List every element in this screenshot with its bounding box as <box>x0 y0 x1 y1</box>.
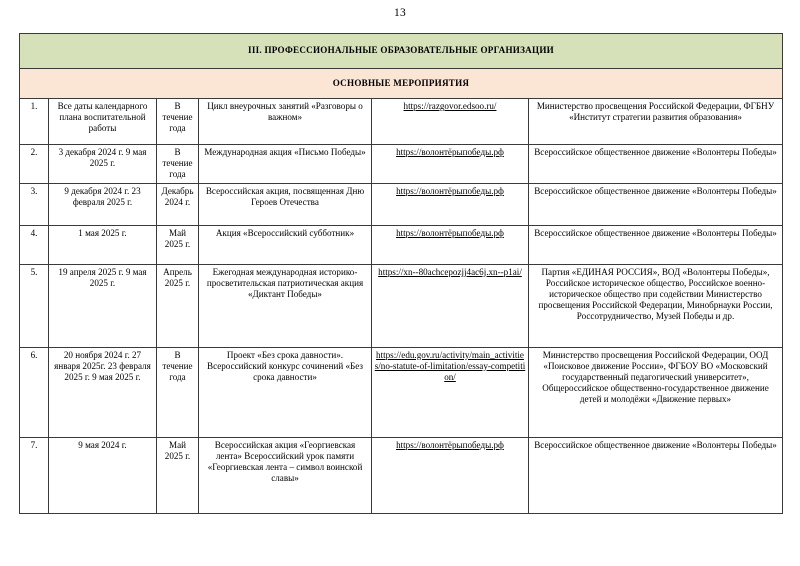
row-event: Всероссийская акция «Георгиевская лента» Всероссийский урок памяти «Георгиевская лента – символ воинской славы» <box>199 437 372 513</box>
row-link-cell <box>372 225 529 264</box>
row-link-cell <box>372 145 529 184</box>
event-link[interactable]: https://волонтёрыпобеды.рф <box>396 147 504 157</box>
row-organizer: Министерство просвещения Российской Федерации, ФГБНУ «Институт стратегии развития образования» <box>529 99 783 145</box>
row-period: Апрель 2025 г. <box>157 264 199 347</box>
table-row <box>20 347 783 437</box>
row-period: Декабрь 2024 г. <box>157 183 199 225</box>
event-link[interactable]: https://edu.gov.ru/activity/main_activities/no-statute-of-limitation/essay-competition/ <box>374 349 526 383</box>
row-dates: 9 мая 2024 г. <box>49 437 157 513</box>
row-number: 1. <box>20 99 49 145</box>
subsection-title-banner: ОСНОВНЫЕ МЕРОПРИЯТИЯ <box>20 69 783 99</box>
table-row <box>20 183 783 225</box>
table-row <box>20 264 783 347</box>
row-event: Ежегодная международная историко-просветительская патриотическая акция «Диктант Победы» <box>199 264 372 347</box>
row-period: Май 2025 г. <box>157 225 199 264</box>
event-link[interactable]: https://волонтёрыпобеды.рф <box>396 227 504 238</box>
row-number: 4. <box>20 225 49 264</box>
row-number: 3. <box>20 183 49 225</box>
section-header-row <box>20 34 783 69</box>
row-link-cell <box>372 99 529 145</box>
row-link-cell <box>372 264 529 347</box>
row-link-cell <box>372 183 529 225</box>
row-number: 6. <box>20 347 49 437</box>
table-row <box>20 99 783 145</box>
section-title-banner: III. ПРОФЕССИОНАЛЬНЫЕ ОБРАЗОВАТЕЛЬНЫЕ ОРГАНИЗАЦИИ <box>20 34 783 69</box>
row-number: 5. <box>20 264 49 347</box>
event-link[interactable]: https://волонтёрыпобеды.рф <box>396 439 504 450</box>
row-dates: 19 апреля 2025 г. 9 мая 2025 г. <box>49 264 157 347</box>
row-link-cell <box>372 347 529 437</box>
row-organizer: Всероссийское общественное движение «Волонтеры Победы» <box>529 437 783 513</box>
row-period: В течение года <box>157 145 199 184</box>
row-dates: 20 ноября 2024 г. 27 января 2025г. 23 февраля 2025 г. 9 мая 2025 г. <box>49 347 157 437</box>
row-event: Международная акция «Письмо Победы» <box>199 145 372 184</box>
row-period: В течение года <box>157 99 199 145</box>
row-organizer: Партия «ЕДИНАЯ РОССИЯ», ВОД «Волонтеры Победы», Российское историческое общество, Российское военно-историческое общество при содействии Министерство просвещения Российской Федерации, Минобрнауки России, Россотрудничество, Музей Победы и др. <box>529 264 783 347</box>
events-table <box>19 33 783 514</box>
row-dates: 9 декабря 2024 г. 23 февраля 2025 г. <box>49 183 157 225</box>
events-table-container <box>19 33 782 514</box>
row-link-cell <box>372 437 529 513</box>
row-event: Всероссийская акция, посвященная Дню Героев Отечества <box>199 183 372 225</box>
event-link[interactable]: https://xn--80achcepozjj4ac6j.xn--p1ai/ <box>378 266 522 277</box>
row-period: В течение года <box>157 347 199 437</box>
table-row <box>20 145 783 184</box>
row-organizer: Всероссийское общественное движение «Волонтеры Победы» <box>529 183 783 225</box>
row-organizer: Всероссийское общественное движение «Волонтеры Победы» <box>529 225 783 264</box>
row-period: Май 2025 г. <box>157 437 199 513</box>
subsection-header-row <box>20 69 783 99</box>
row-organizer: Всероссийское общественное движение «Волонтеры Победы» <box>529 145 783 184</box>
row-organizer: Министерство просвещения Российской Федерации, ООД «Поисковое движение России», ФГБОУ ВО «Московский государственный педагогический университет», Общероссийское общественно-государственное движение детей и молодёжи «Движение первых» <box>529 347 783 437</box>
row-event: Проект «Без срока давности». Всероссийский конкурс сочинений «Без срока давности» <box>199 347 372 437</box>
page-number: 13 <box>393 7 407 19</box>
row-number: 7. <box>20 437 49 513</box>
table-row <box>20 437 783 513</box>
event-link[interactable]: https://razgovor.edsoo.ru/ <box>403 101 497 111</box>
row-event: Цикл внеурочных занятий «Разговоры о важном» <box>199 99 372 145</box>
row-number: 2. <box>20 145 49 184</box>
row-dates: 1 мая 2025 г. <box>49 225 157 264</box>
event-link[interactable]: https://волонтёрыпобеды.рф <box>396 185 504 196</box>
row-dates: Все даты календарного плана воспитательной работы <box>49 99 157 145</box>
row-event: Акция «Всероссийский субботник» <box>199 225 372 264</box>
row-dates: 3 декабря 2024 г. 9 мая 2025 г. <box>49 145 157 184</box>
table-row <box>20 225 783 264</box>
